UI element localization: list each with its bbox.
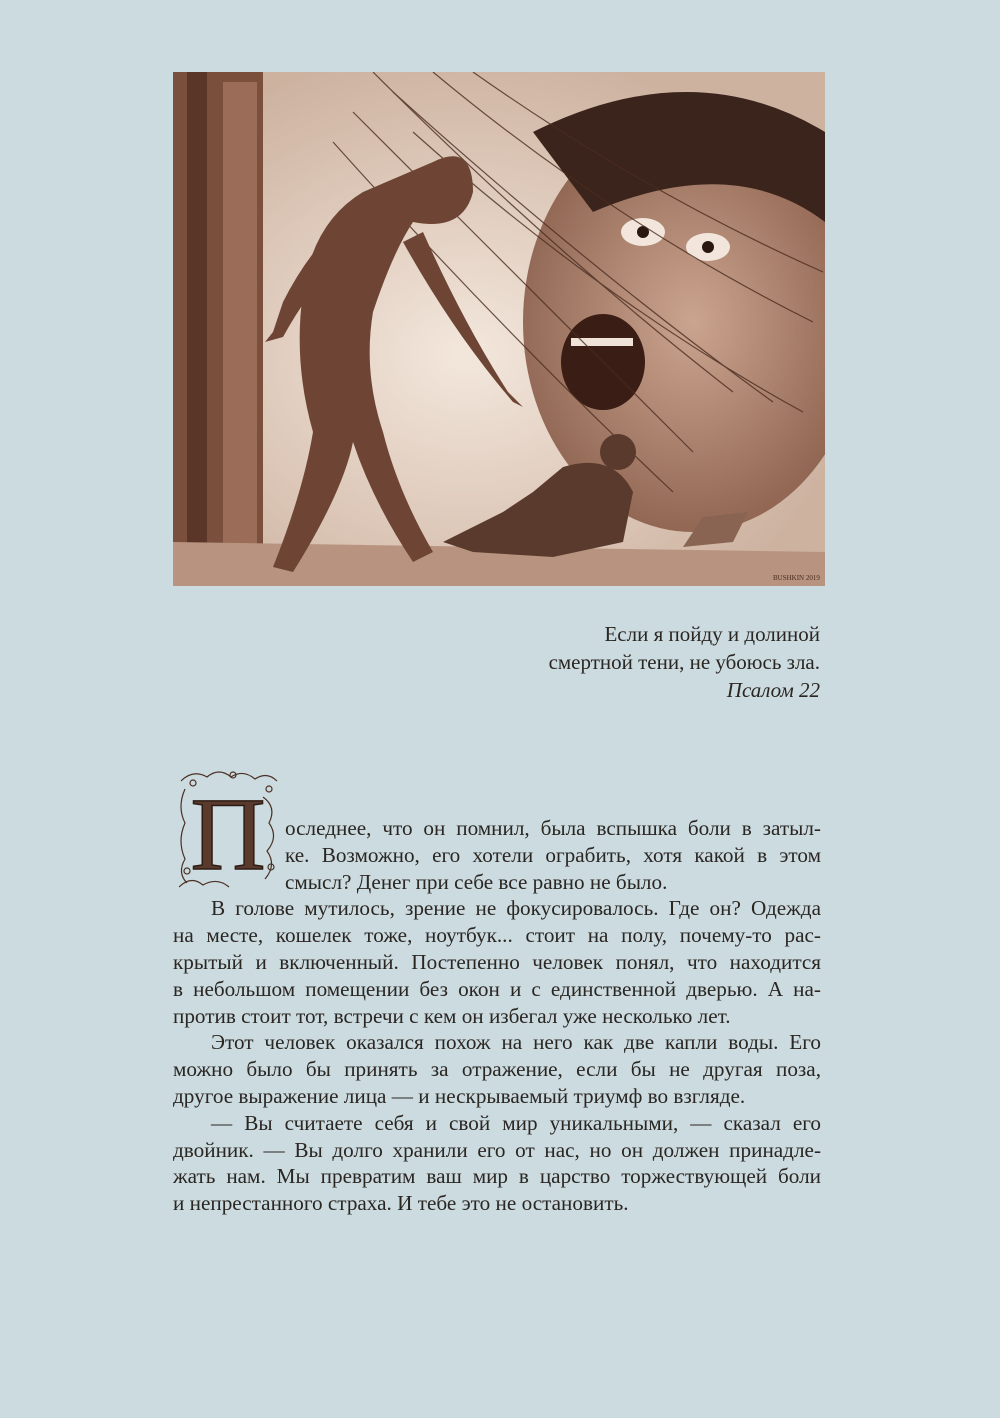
text-line: оследнее, что он помнил, была вспышка боли в затыл- [285,816,821,840]
text-line: и непрестанного страха. И тебе это не остановить. [173,1191,629,1216]
text-line: против стоит тот, встречи с кем он избегал уже несколько лет. [173,1003,731,1028]
illustration [173,72,825,586]
text-line: — Вы считаете себя и свой мир уникальными, — сказал его [211,1110,821,1135]
text-line: в небольшом помещении без окон и с единственной дверью. А на- [173,976,821,1001]
text-line: другое выражение лица — и нескрываемый триумф во взгляде. [173,1083,746,1108]
sepia-drawing [173,72,825,586]
text-line: смысл? Денег при себе все равно не было. [285,869,668,894]
epigraph-line: смертной тени, не убоюсь зла. [548,650,820,674]
text-line: крытый и включенный. Постепенно человек понял, что находится [173,949,821,974]
epigraph-line: Если я пойду и долиной [604,622,820,646]
text-line: В голове мутилось, зрение не фокусировалось. Где он? Одежда [211,896,821,921]
drop-cap-letter: П [190,777,266,892]
text-line: можно было бы принять за отражение, если бы не другая поза, [173,1057,821,1082]
artist-signature: BUSHKIN 2019 [773,574,820,582]
epigraph [460,620,820,704]
text-line: жать нам. Мы превратим ваш мир в царство торжествующей боли [173,1164,821,1189]
text-line: ке. Возможно, его хотели ограбить, хотя какой в этом [285,842,821,867]
text-line: на месте, кошелек тоже, ноутбук... стоит на полу, почему-то рас- [173,923,821,948]
text-line: Этот человек оказался похож на него как две капли воды. Его [211,1030,821,1055]
text-line: двойник. — Вы долго хранили его от нас, но он должен принадле- [173,1137,821,1162]
body-text [173,815,821,1217]
epigraph-source: Псалом 22 [726,678,820,702]
